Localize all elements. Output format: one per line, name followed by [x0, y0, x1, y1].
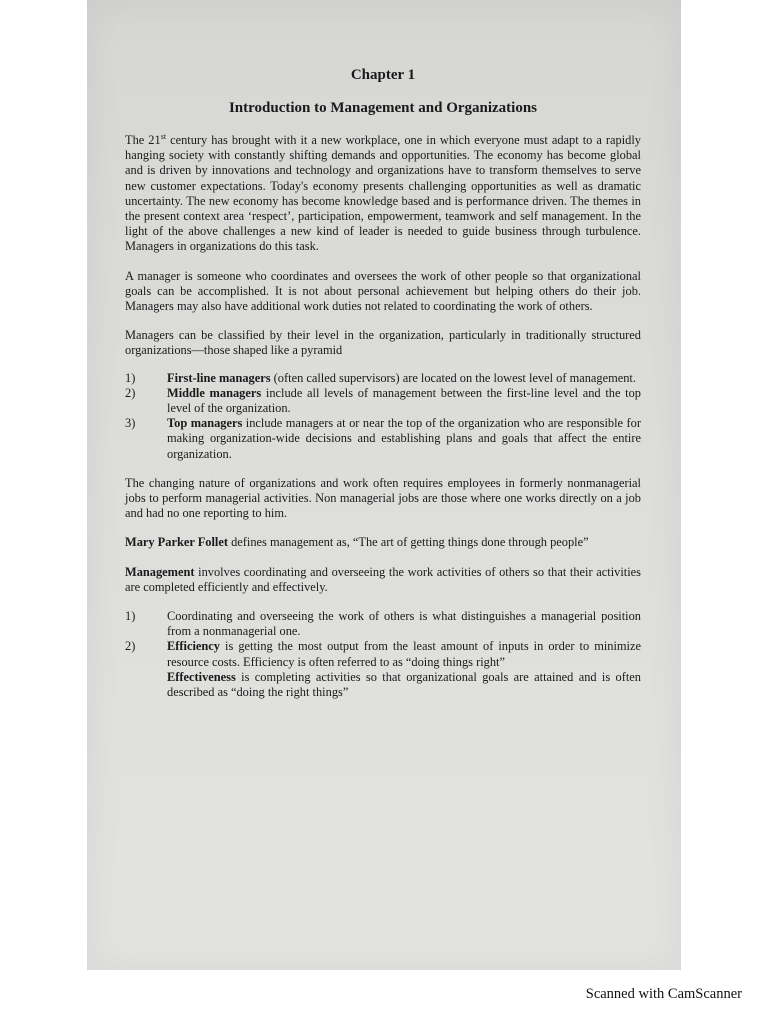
term: Effectiveness [167, 669, 236, 684]
follet-definition-paragraph [125, 535, 641, 550]
term-description: is getting the most output from the least amount of inputs in order to minimize resource costs. Efficiency is often referred to as “doing things right” [167, 639, 641, 669]
list-item-text [167, 371, 641, 386]
list-item [125, 609, 641, 639]
quote-text: defines management as, “The art of getting things done through people” [228, 535, 589, 550]
term: Top managers [167, 416, 243, 431]
list-item-continuation [125, 670, 641, 700]
list-item [125, 371, 641, 386]
scanner-watermark: Scanned with CamScanner [585, 986, 742, 1002]
manager-levels-paragraph: Managers can be classified by their level in the organization, particularly in traditionally structured organizations—those shaped like a pyramid [125, 328, 641, 358]
list-number: 2) [125, 385, 136, 400]
management-points-list [125, 609, 641, 700]
list-item-text [167, 416, 641, 462]
chapter-heading: Chapter 1 [350, 67, 416, 83]
list-number: 3) [125, 416, 136, 431]
list-item [125, 639, 641, 669]
person-name: Mary Parker Follet [125, 535, 228, 550]
term-description: is completing activities so that organizational goals are attained and is often described as “doing the right things” [167, 669, 641, 700]
intro-text-start: The 21 [125, 133, 161, 147]
list-item-text [167, 386, 641, 416]
list-item-text: Coordinating and overseeing the work of others is what distinguishes a managerial position from a nonmanagerial one. [167, 609, 641, 639]
scanned-page [87, 0, 681, 970]
document-body [125, 60, 641, 714]
ordinal-suffix: st [160, 131, 167, 141]
term-description: (often called supervisors) are located on the lowest level of management. [270, 370, 636, 385]
term-description: include all levels of management between the first-line level and the top level of the organization. [167, 385, 641, 416]
list-item [125, 416, 641, 462]
intro-paragraph [125, 133, 641, 255]
manager-definition-paragraph: A manager is someone who coordinates and oversees the work of other people so that organizational goals can be accomplished. It is not about personal achievement but helping others do their job. Managers may also have additional work duties not related to coordinating the work of others. [125, 268, 641, 314]
term: Management [125, 564, 195, 579]
term-description: include managers at or near the top of the organization who are responsible for making organization-wide decisions and establishing plans and goals that affect the entire organization. [167, 416, 641, 461]
management-definition-paragraph [125, 565, 641, 595]
list-number: 1) [125, 609, 136, 624]
list-number: 1) [125, 370, 136, 385]
term: First-line managers [167, 370, 271, 385]
list-item [125, 386, 641, 416]
term: Middle managers [167, 385, 262, 400]
chapter-title: Introduction to Management and Organizations [228, 100, 538, 116]
intro-text-rest: century has brought with it a new workplace, one in which everyone must adapt to a rapidly hanging society with constantly shifting demands and opportunities. The economy has become global and is driven by innovations and technology and organizations have to transform themselves to serve new customer expectations. Today's economy presents challenging opportunities as well as dramatic uncertainty. The new economy has become knowledge based and is performance driven. The themes in the present context area ‘respect’, participation, empowerment, teamwork and self management. In the light of the above challenges a new kind of leader is needed to guide business through turbulence. Managers in organizations do this task. [125, 133, 641, 254]
term-description: involves coordinating and overseeing the work activities of others so that their activities are completed efficiently and effectively. [125, 564, 641, 594]
manager-levels-list [125, 371, 641, 462]
term: Efficiency [167, 639, 220, 654]
list-item-text [167, 639, 641, 669]
nonmanagerial-paragraph: The changing nature of organizations and work often requires employees in formerly nonmanagerial jobs to perform managerial activities. Non managerial jobs are those where one works directly on a job and had no one reporting to him. [125, 475, 641, 521]
list-number: 2) [125, 639, 136, 654]
